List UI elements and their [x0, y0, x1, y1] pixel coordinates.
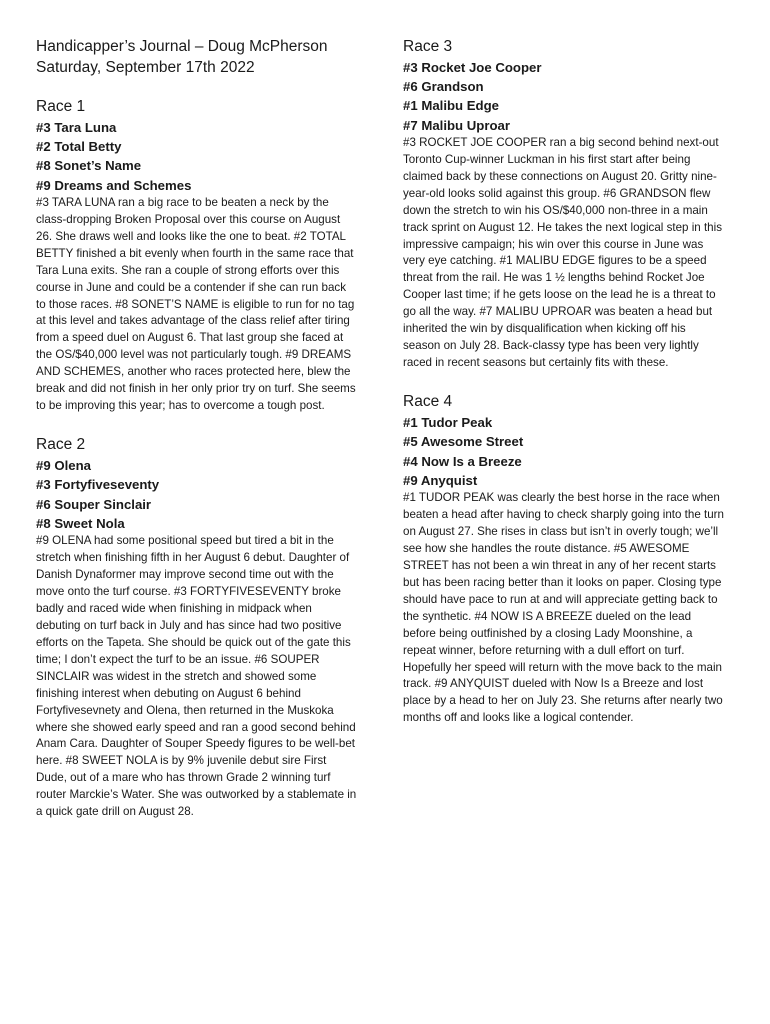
pick-1: #3 Rocket Joe Cooper — [403, 60, 542, 75]
pick-2: #2 Total Betty — [36, 139, 122, 155]
journal-date: Saturday, September 17th 2022 — [36, 59, 255, 76]
race-section-1 — [36, 96, 358, 415]
race-analysis: #3 ROCKET JOE COOPER ran a big second behind next-out Toronto Cup-winner Luckman in his first start after being claimed back by these connections on August 20. Gritty nine-year-old looks solid against this group. #6 GRANDSON flew down the stretch to win his OS/$40,000 non-three in a main track sprint on August 12. He takes the next logical step in this impressive campaign; his win over this course in June was very eye catching. #1 MALIBU EDGE figures to be a speed threat from the rail. He was 1 ½ lengths behind Rocket Joe Cooper last time; if he gets loose on the lead he is a threat to go all the way. #7 MALIBU UPROAR was beaten a head but inherited the win by disqualification when kicking off his season on July 28. Back-classy type has been very lightly raced in recent seasons but certainly fits with these. — [403, 135, 723, 370]
race-section-4 — [403, 391, 725, 727]
pick-4: #8 Sweet Nola — [36, 515, 125, 531]
pick-3: #8 Sonet’s Name — [36, 158, 142, 174]
pick-3: #6 Souper Sinclair — [36, 496, 152, 512]
pick-4: #7 Malibu Uproar — [403, 117, 510, 133]
left-column — [36, 36, 358, 840]
pick-1: #1 Tudor Peak — [403, 415, 493, 431]
pick-1: #3 Tara Luna — [36, 120, 117, 135]
race-analysis: #1 TUDOR PEAK was clearly the best horse in the race when beaten a head after having to check sharply going into the turn on August 27. She rises in class but isn’t in overly tough; we’ll see how she handles the route distance. #5 AWESOME STREET has not been a win threat in any of her recent starts but has been racing better than it looks on paper. Closing type should have pace to run at and will appreciate getting back to the synthetic. #4 NOW IS A BREEZE dueled on the lead before being outfinished by a closing Lady Moonshine, a repeat winner, before returning with a dull effort on turf. Hopefully her speed will return with the move back to the main track. #9 ANYQUIST dueled with Now Is a Breeze and lost place by a head to her on July 23. She returns after nearly two months off and looks like a logical contender. — [403, 490, 724, 725]
pick-3: #4 Now Is a Breeze — [403, 453, 522, 469]
race-section-3 — [403, 36, 725, 372]
pick-4: #9 Dreams and Schemes — [36, 177, 192, 193]
race-analysis: #9 OLENA had some positional speed but tired a bit in the stretch when finishing fifth in her August 6 debut. Daughter of Danish Dynaformer may improve second time out with the move onto the turf course. #3 FORTYFIVESEVENTY broke badly and raced wide when finishing in midpack when debuting on turf back in July and has since had two positive efforts on the Tapeta. She should be quick out of the gate this time; I don’t expect the turf to be an issue. #6 SOUPER SINCLAIR was widest in the stretch and showed some finishing interest when debuting on August 6 behind Fortyfivesevnety and Olena, then returned in the Muskoka where she showed early speed and ran a good second behind Anam Cara. Daughter of Souper Speedy figures to be well-bet here. #8 SWEET NOLA is by 9% juvenile debut sire First Dude, out of a mare who has thrown Grade 2 winning turf router Marckie’s Water. She was outworked by a stablemate in a quick gate drill on August 28. — [36, 534, 357, 819]
race-title: Race 1 — [36, 98, 86, 115]
pick-4: #9 Anyquist — [403, 472, 478, 488]
pick-2: #3 Fortyfiveseventy — [36, 477, 160, 493]
journal-header — [36, 36, 358, 78]
pick-2: #6 Grandson — [403, 79, 484, 95]
race-title: Race 3 — [403, 38, 453, 55]
race-analysis: #3 TARA LUNA ran a big race to be beaten a neck by the class-dropping Broken Proposal over this course on August 26. She draws well and looks like the one to beat. #2 TOTAL BETTY finished a bit evenly when fourth in the same race that Tara Luna exits. She ran a couple of strong efforts over this course in June and could be a contender if she can run back to those races. #8 SONET’S NAME is eligible to run for no tag at this level and takes advantage of the class relief after tiring from a speed duel on August 6. That last group she faced at the OS/$40,000 level was not particularly tough. #9 DREAMS AND SCHEMES, another who races protected here, blew the break and did not finish in her only prior try on turf. She seems to be improving this year; has to overcome a tough post. — [36, 195, 356, 413]
pick-1: #9 Olena — [36, 458, 91, 474]
race-title: Race 4 — [403, 393, 453, 411]
right-column — [403, 36, 725, 746]
pick-3: #1 Malibu Edge — [403, 98, 499, 114]
race-section-2 — [36, 434, 358, 821]
pick-2: #5 Awesome Street — [403, 434, 524, 450]
journal-title: Handicapper’s Journal – Doug McPherson — [36, 38, 328, 55]
race-title: Race 2 — [36, 436, 86, 454]
